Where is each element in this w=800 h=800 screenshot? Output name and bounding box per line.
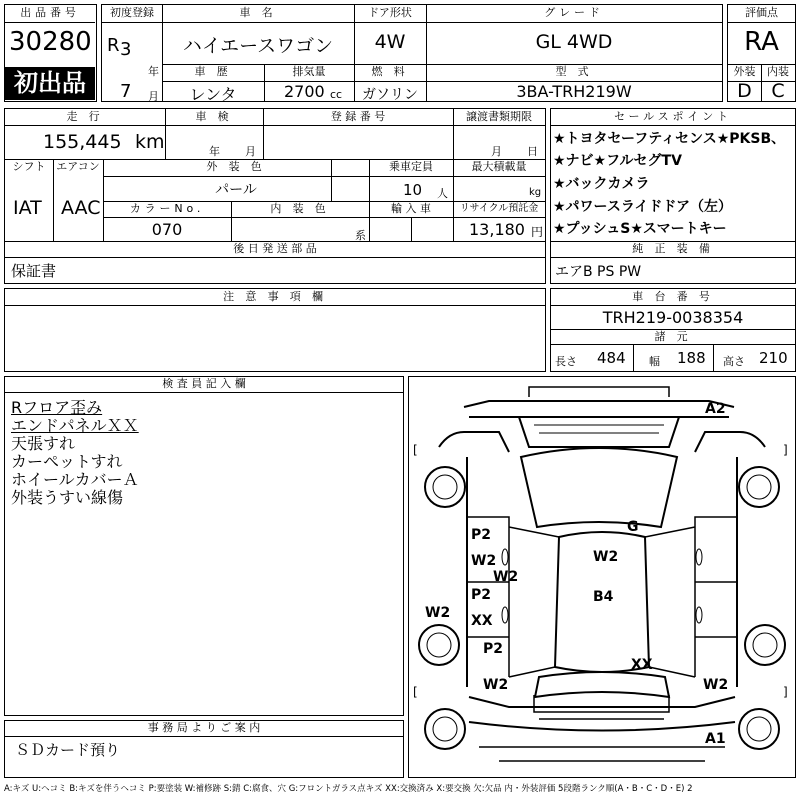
interior-grade: C xyxy=(771,80,785,102)
later-parts-label: 後 日 発 送 部 品 xyxy=(233,242,317,255)
sales-point-line: ★パワースライドドア（左） xyxy=(553,199,733,215)
interior-label: 内装 xyxy=(767,65,789,78)
length: 484 xyxy=(597,349,626,367)
load-label: 最大積載量 xyxy=(471,160,527,173)
score: RA xyxy=(744,27,779,57)
transfer-label: 譲渡書類期限 xyxy=(466,110,532,123)
inspection-month-unit: 月 xyxy=(245,145,256,158)
fuel-label: 燃 料 xyxy=(371,65,409,78)
office-label: 事 務 局 よ り ご 案 内 xyxy=(147,721,261,734)
office-box xyxy=(4,720,404,778)
vehicle-outline-diagram xyxy=(409,377,795,777)
displacement: 2700 xyxy=(284,82,325,101)
inspector-line: ホイールカバーＡ xyxy=(11,470,139,489)
height: 210 xyxy=(759,349,788,367)
mark-w2: W2 xyxy=(471,553,497,569)
displacement-label: 排気量 xyxy=(292,65,326,78)
mileage-unit: km xyxy=(135,131,165,153)
mileage: 155,445 xyxy=(43,131,122,153)
details-box xyxy=(4,108,546,284)
history-label: 車 歴 xyxy=(194,65,232,78)
recycle-fee: 13,180 xyxy=(469,220,525,239)
interior-color-label: 内 装 色 xyxy=(270,202,330,215)
mark-p2: P2 xyxy=(471,527,492,543)
reg-month-unit: 月 xyxy=(148,90,159,103)
door-type: 4W xyxy=(374,31,406,53)
first-listing-badge xyxy=(5,67,95,100)
mark-w2: W2 xyxy=(493,569,519,585)
inspector-line: 外装うすい線傷 xyxy=(11,488,124,507)
grade: GL 4WD xyxy=(535,31,613,53)
mark-w2: W2 xyxy=(703,677,729,693)
capacity-unit: 人 xyxy=(437,187,448,200)
model-code: 3BA-TRH219W xyxy=(516,82,632,101)
first-listing-text: 初出品 xyxy=(14,69,86,97)
mark-p2: P2 xyxy=(483,641,504,657)
inspection-year-unit: 年 xyxy=(209,145,220,158)
mark-p2: P2 xyxy=(471,587,492,603)
exterior-color: パール xyxy=(215,182,257,198)
bracket: ] xyxy=(783,685,788,699)
vehicle-history: レンタ xyxy=(189,85,237,104)
capacity-label: 乗車定員 xyxy=(389,160,433,173)
sales-points-label: セールスポイント xyxy=(614,110,732,123)
mark-w2: W2 xyxy=(483,677,509,693)
equipment-label: 純 正 装 備 xyxy=(632,242,714,255)
inspector-label: 検 査 員 記 入 欄 xyxy=(162,377,246,390)
color-number: 070 xyxy=(151,220,183,239)
shift-label: シフト xyxy=(12,160,46,173)
mark-xx: XX xyxy=(631,657,653,673)
sales-point-line: ★トヨタセーフティセンス★PKSB、 xyxy=(553,131,786,147)
displacement-unit: cc xyxy=(330,88,343,101)
lot-number-label: 出品番号 xyxy=(20,6,80,19)
shift: IAT xyxy=(13,197,42,219)
sales-point-line: ★ナビ★フルセグTV xyxy=(553,153,682,169)
score-label: 評価点 xyxy=(745,6,778,19)
notes-label: 注 意 事 項 欄 xyxy=(223,290,327,303)
capacity: 10 xyxy=(403,181,423,199)
equipment: エアB PS PW xyxy=(555,264,642,280)
mark-a1: A1 xyxy=(705,731,726,747)
name-label: 車 名 xyxy=(239,6,277,19)
reg-month: 7 xyxy=(120,81,132,102)
width-label: 幅 xyxy=(649,355,660,368)
door-label: ドア形状 xyxy=(368,6,412,19)
damage-diagram xyxy=(408,376,796,778)
height-label: 高さ xyxy=(723,355,745,368)
office-note: ＳＤカード預り xyxy=(15,741,121,759)
color-label: 外 装 色 xyxy=(206,160,266,173)
transfer-day-unit: 日 xyxy=(527,145,538,158)
interior-color-unit: 系 xyxy=(355,229,366,242)
mark-w2-left: W2 xyxy=(425,605,451,621)
inspector-box xyxy=(4,376,404,716)
bracket: [ xyxy=(413,443,418,457)
mark-w2: W2 xyxy=(593,549,619,565)
mark-b4: B4 xyxy=(593,589,614,605)
inspector-line: 天張すれ xyxy=(11,434,76,453)
score-box xyxy=(727,4,796,102)
reg-era: R xyxy=(107,35,120,56)
recycle-label: リサイクル預託金 xyxy=(459,203,539,214)
inspector-line: カーペットすれ xyxy=(11,452,123,471)
mileage-label: 走 行 xyxy=(66,110,104,123)
inspector-line: Rフロア歪み xyxy=(11,398,103,417)
air-conditioner: AAC xyxy=(61,197,101,219)
mark-a2: A2 xyxy=(705,401,726,417)
fuel: ガソリン xyxy=(362,87,418,103)
inspector-line: エンドパネルＸＸ xyxy=(11,416,139,435)
plate-label: 登 録 番 号 xyxy=(330,110,386,123)
mark-g: G xyxy=(627,519,639,535)
width: 188 xyxy=(677,349,706,367)
exterior-label: 外装 xyxy=(733,65,756,78)
sales-point-line: ★プッシュS★スマートキー xyxy=(553,221,727,237)
chassis-number: TRH219-0038354 xyxy=(602,308,744,327)
damage-legend: A:キズ U:ヘコミ B:キズを伴うヘコミ P:要塗装 W:補修跡 S:錆 C:腐食、穴 G:フロントガラス点キズ XX:交換済み X:要交換 欠:欠品 内・外装評価 5段階ランク順(A・B・C・D・E) 2 xyxy=(4,784,693,794)
exterior-grade: D xyxy=(737,80,752,102)
model-label: 型 式 xyxy=(555,65,593,78)
sales-points-box xyxy=(550,108,796,284)
reg-year: 3 xyxy=(120,39,132,60)
inspection-label: 車 検 xyxy=(195,110,233,123)
grade-label: グレード xyxy=(544,6,604,19)
lot-number: 30280 xyxy=(9,27,92,57)
sales-point-line: ★バックカメラ xyxy=(553,176,650,192)
chassis-label: 車 台 番 号 xyxy=(632,290,714,303)
ac-label: エアコン xyxy=(56,160,100,173)
load-unit: kg xyxy=(529,187,542,198)
vehicle-name: ハイエースワゴン xyxy=(182,35,334,57)
bracket: ] xyxy=(783,443,788,457)
mark-xx: XX xyxy=(471,613,493,629)
import-label: 輸 入 車 xyxy=(391,202,431,215)
reg-year-unit: 年 xyxy=(148,65,159,78)
color-number-label: カラーNo. xyxy=(129,202,205,215)
chassis-box xyxy=(550,288,796,372)
reg-label: 初度登録 xyxy=(110,6,154,19)
later-parts: 保証書 xyxy=(11,262,57,280)
vehicle-header-box xyxy=(101,4,723,102)
dims-label: 諸 元 xyxy=(654,330,692,343)
length-label: 長さ xyxy=(555,355,577,368)
transfer-month-unit: 月 xyxy=(491,145,502,158)
lot-number-box xyxy=(4,4,97,102)
recycle-fee-unit: 円 xyxy=(531,225,544,239)
bracket: [ xyxy=(413,685,418,699)
notes-box xyxy=(4,288,546,372)
